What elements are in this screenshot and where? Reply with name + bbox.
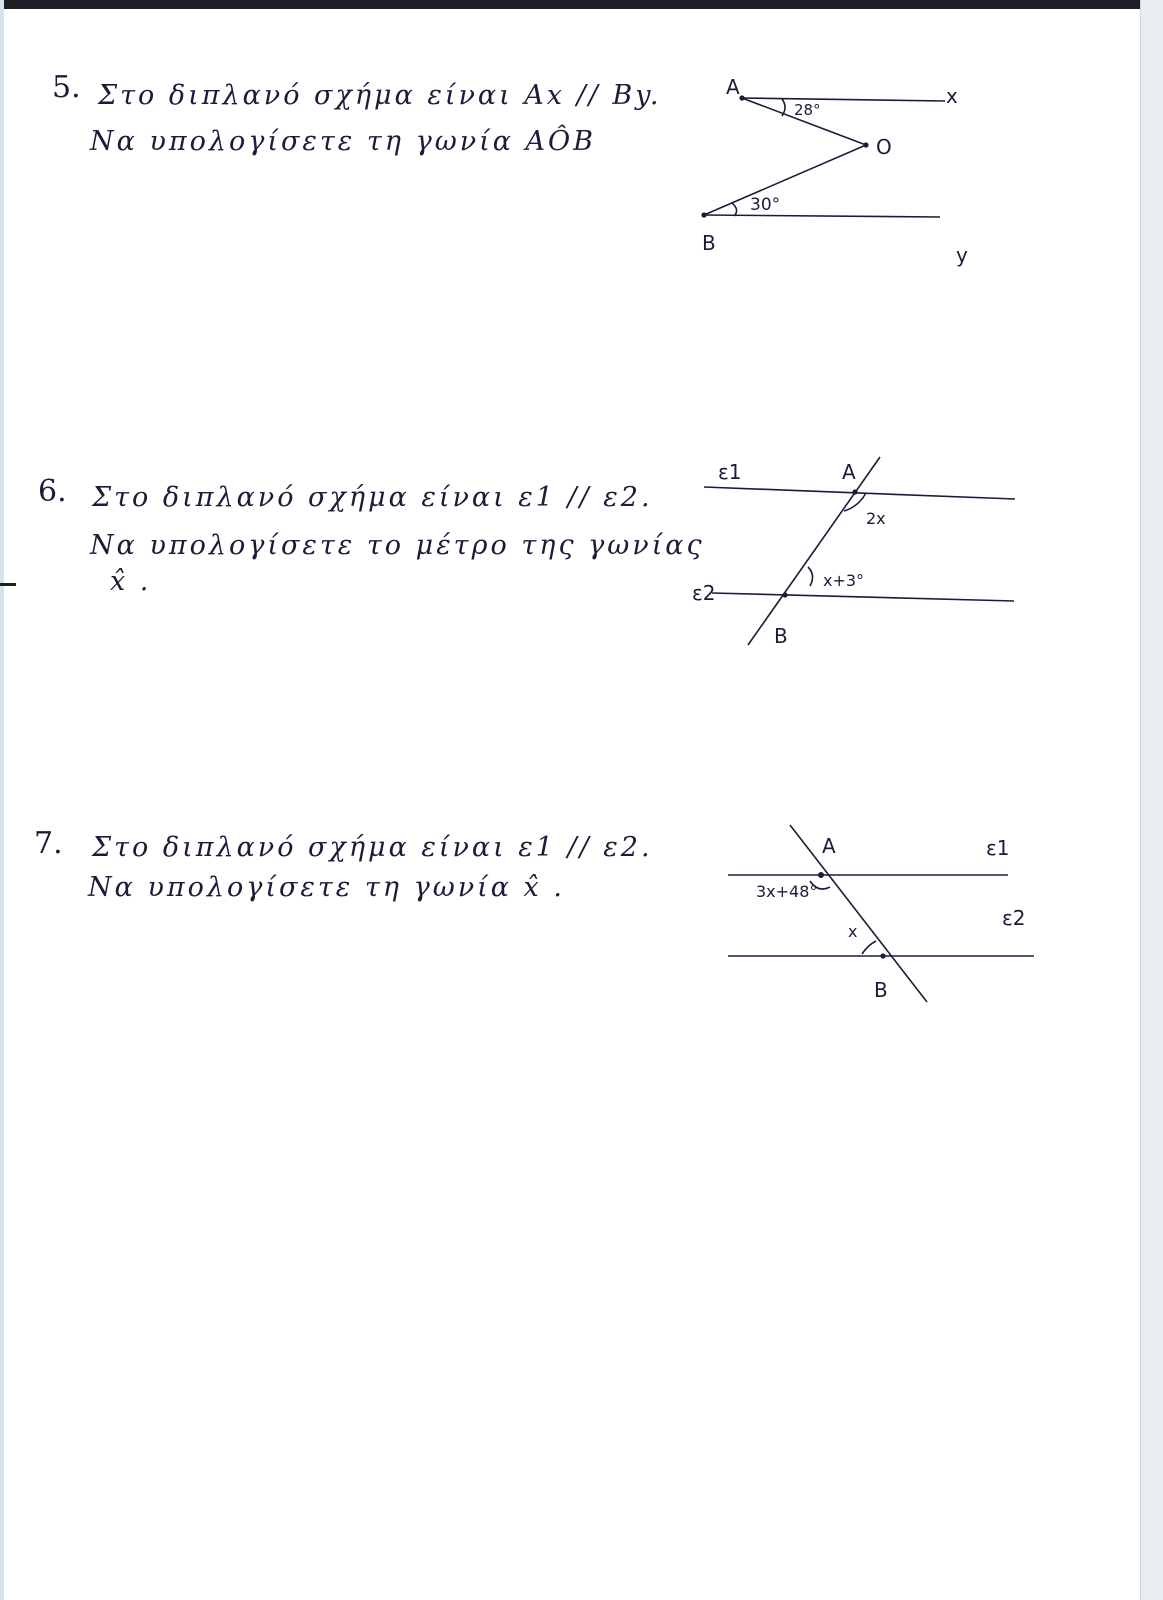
point-b-dot [701, 212, 706, 217]
point-a-dot [852, 489, 857, 494]
angle-arc-bottom [732, 203, 737, 216]
transversal-ab [748, 457, 880, 645]
label-angle-b: x [848, 922, 858, 941]
figure-problem-6 [690, 455, 1030, 665]
label-point-b: B [702, 231, 716, 255]
scan-right-edge [1140, 0, 1163, 1600]
label-point-a: A [842, 460, 856, 484]
point-b-dot [880, 953, 885, 958]
figure-problem-7 [690, 815, 1040, 1015]
problem-number: 6. [38, 474, 67, 509]
scan-top-edge [0, 0, 1163, 9]
problem-text-line-1: Στο διπλανό σχήμα είναι ε1 // ε2. [92, 832, 653, 863]
label-line-1: ε1 [986, 836, 1010, 860]
label-angle-a: 2x [866, 509, 886, 528]
scan-margin-mark [0, 583, 16, 586]
label-line-1: ε1 [718, 460, 742, 484]
point-b-dot [782, 592, 787, 597]
label-angle-b: x+3° [823, 571, 865, 590]
point-a-dot [739, 95, 744, 100]
line-epsilon-1 [704, 487, 1015, 499]
problem-text-line-3: x̂ . [110, 566, 152, 597]
label-point-o: O [876, 135, 892, 159]
scan-left-edge [0, 0, 4, 1600]
ray-by [704, 215, 940, 217]
problem-text-line-2: Να υπολογίσετε το μέτρο της γωνίας [90, 530, 705, 561]
problem-number: 7. [34, 826, 63, 861]
label-line-2: ε2 [692, 581, 716, 605]
angle-arc-b [862, 941, 876, 954]
ray-ax [742, 98, 945, 101]
point-a-dot [818, 872, 824, 878]
angle-arc-a [844, 493, 866, 511]
problem-text-line-2: Να υπολογίσετε τη γωνία x̂ . [88, 872, 565, 903]
label-point-b: B [774, 624, 788, 648]
label-angle-top: 28° [794, 101, 821, 119]
point-o-dot [863, 142, 868, 147]
label-ray-x: x [946, 84, 958, 108]
label-angle-bottom: 30° [750, 195, 781, 215]
label-point-a: A [726, 75, 740, 99]
figure-problem-5 [690, 70, 990, 280]
label-angle-a: 3x+48° [756, 882, 818, 901]
segment-bo [704, 145, 866, 215]
line-epsilon-2 [712, 593, 1014, 601]
problem-text-line-2: Να υπολογίσετε τη γωνία AÔB [90, 126, 597, 157]
problem-number: 5. [52, 70, 81, 105]
problem-text-line-1: Στο διπλανό σχήμα είναι Ax // By. [98, 80, 662, 111]
label-point-b: B [874, 978, 888, 1002]
problem-text-line-1: Στο διπλανό σχήμα είναι ε1 // ε2. [92, 482, 653, 513]
label-ray-y: y [956, 243, 968, 267]
transversal-ab [790, 825, 927, 1002]
label-line-2: ε2 [1002, 906, 1026, 930]
angle-arc-b [808, 567, 813, 586]
label-point-a: A [822, 834, 836, 858]
